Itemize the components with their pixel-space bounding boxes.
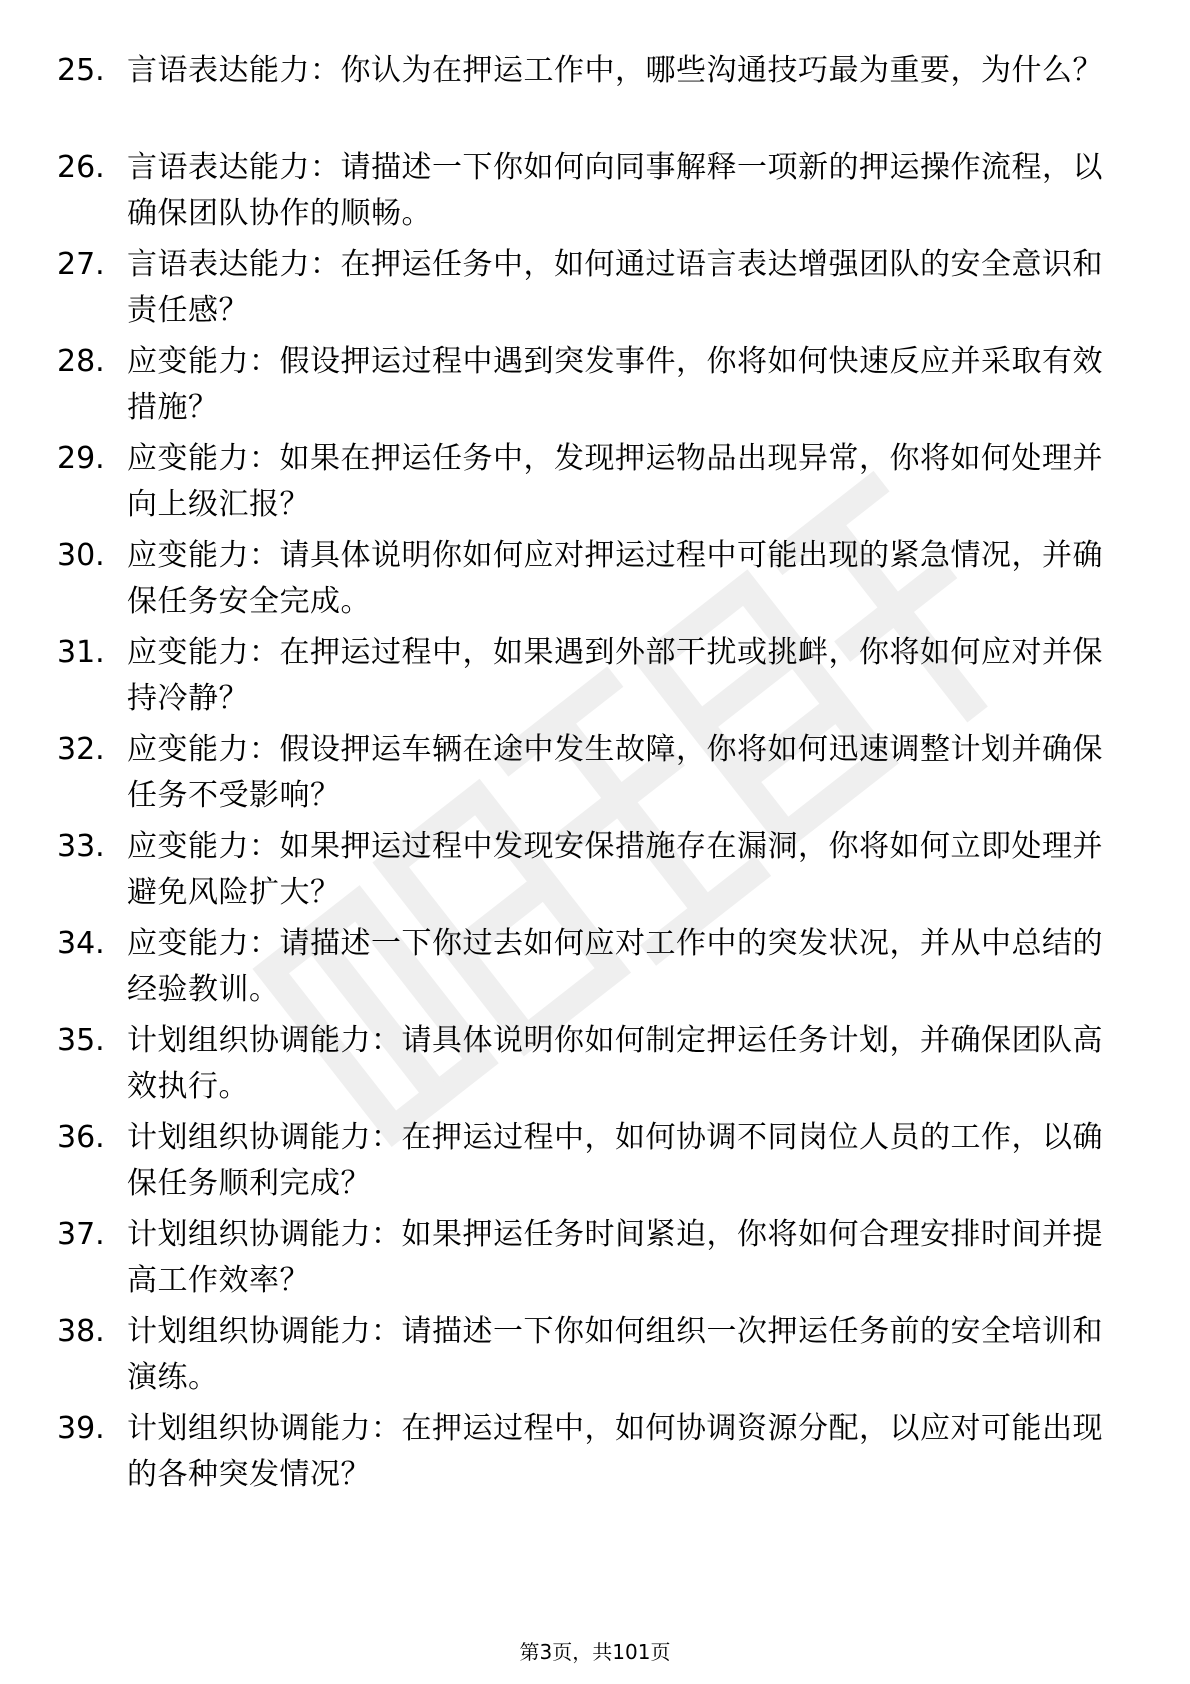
- question-text: 计划组织协调能力：在押运过程中，如何协调不同岗位人员的工作，以确保任务顺利完成？: [127, 1120, 1103, 1201]
- question-number: 34.: [57, 926, 105, 961]
- question-text: 应变能力：假设押运车辆在途中发生故障，你将如何迅速调整计划并确保任务不受影响？: [127, 732, 1103, 813]
- question-item: [57, 242, 1137, 332]
- question-item: [57, 533, 1137, 623]
- question-text: 应变能力：如果在押运任务中，发现押运物品出现异常，你将如何处理并向上级汇报？: [127, 441, 1103, 522]
- question-item: [57, 727, 1137, 817]
- question-item: [57, 1309, 1137, 1399]
- question-text: 应变能力：如果押运过程中发现安保措施存在漏洞，你将如何立即处理并避免风险扩大？: [127, 829, 1103, 910]
- question-number: 29.: [57, 441, 105, 476]
- question-number: 38.: [57, 1314, 105, 1349]
- question-text: 言语表达能力：你认为在押运工作中，哪些沟通技巧最为重要，为什么？: [127, 53, 1103, 88]
- question-text: 应变能力：请具体说明你如何应对押运过程中可能出现的紧急情况，并确保任务安全完成。: [127, 538, 1103, 619]
- question-number: 31.: [57, 635, 105, 670]
- page-footer: [0, 1638, 1190, 1666]
- question-text: 应变能力：假设押运过程中遇到突发事件，你将如何快速反应并采取有效措施？: [127, 344, 1103, 425]
- question-text: 言语表达能力：请描述一下你如何向同事解释一项新的押运操作流程，以确保团队协作的顺畅。: [127, 150, 1103, 231]
- question-item: [57, 1115, 1137, 1205]
- question-text: 计划组织协调能力：在押运过程中，如何协调资源分配，以应对可能出现的各种突发情况？: [127, 1411, 1103, 1492]
- question-item: [57, 48, 1137, 138]
- question-item: [57, 921, 1137, 1011]
- question-text: 计划组织协调能力：请具体说明你如何制定押运任务计划，并确保团队高效执行。: [127, 1023, 1103, 1104]
- question-number: 26.: [57, 150, 105, 185]
- question-item: [57, 339, 1137, 429]
- question-number: 39.: [57, 1411, 105, 1446]
- question-item: [57, 824, 1137, 914]
- question-number: 36.: [57, 1120, 105, 1155]
- page-number-label: 第3页，共101页: [519, 1640, 671, 1664]
- question-item: [57, 145, 1137, 235]
- question-item: [57, 1406, 1137, 1496]
- question-item: [57, 1212, 1137, 1302]
- question-item: [57, 630, 1137, 720]
- question-number: 25.: [57, 53, 105, 88]
- question-number: 28.: [57, 344, 105, 379]
- question-number: 32.: [57, 732, 105, 767]
- question-number: 30.: [57, 538, 105, 573]
- question-text: 言语表达能力：在押运任务中，如何通过语言表达增强团队的安全意识和责任感？: [127, 247, 1103, 328]
- question-item: [57, 1018, 1137, 1108]
- question-number: 33.: [57, 829, 105, 864]
- question-text: 应变能力：请描述一下你过去如何应对工作中的突发状况，并从中总结的经验教训。: [127, 926, 1103, 1007]
- question-text: 计划组织协调能力：如果押运任务时间紧迫，你将如何合理安排时间并提高工作效率？: [127, 1217, 1103, 1298]
- question-text: 应变能力：在押运过程中，如果遇到外部干扰或挑衅，你将如何应对并保持冷静？: [127, 635, 1103, 716]
- question-item: [57, 436, 1137, 526]
- question-text: 计划组织协调能力：请描述一下你如何组织一次押运任务前的安全培训和演练。: [127, 1314, 1103, 1395]
- question-number: 35.: [57, 1023, 105, 1058]
- question-number: 37.: [57, 1217, 105, 1252]
- question-number: 27.: [57, 247, 105, 282]
